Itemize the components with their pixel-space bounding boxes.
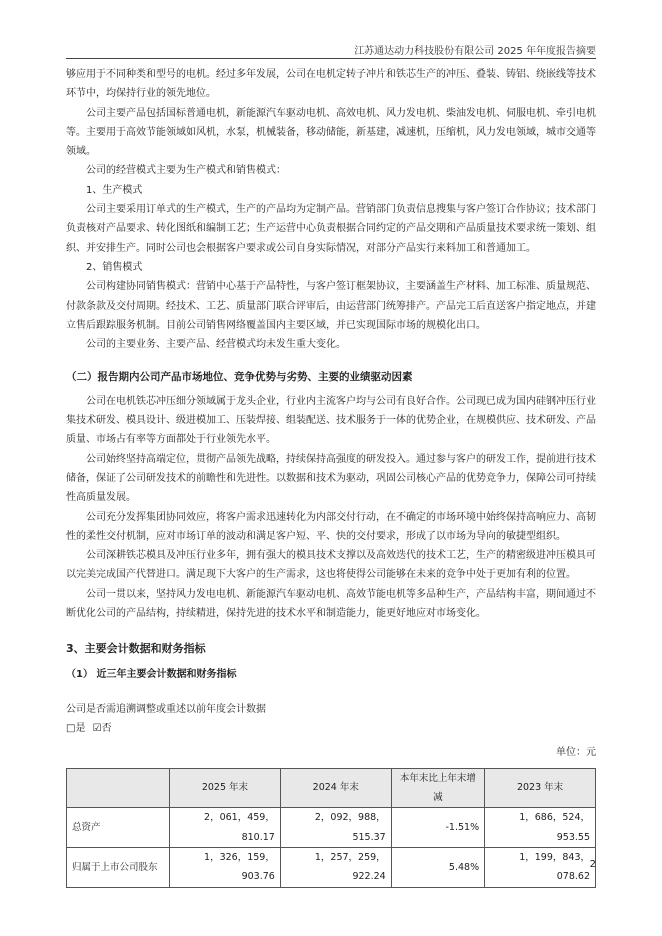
table-cell: 1，257，259，922.24 [280,847,391,887]
option-yes-checkbox: □是 [66,723,86,735]
section-2-paragraph-3: 公司充分发挥集团协同效应，将客户需求迅速转化为内部交付行动，在不确定的市场环境中始终保持高响应力、高韧性的柔性交付机制，应对市场订单的波动和满足客户短、平、快的交付要求，形成了以市场为导向的敏捷型组织。 [66,511,596,542]
table-cell: 2，092，988，515.37 [280,808,391,848]
production-mode-heading: 1、生产模式 [86,184,143,196]
page-number: 2 [589,859,596,870]
section-2-heading: （二）报告期内公司产品市场地位、竞争优势与劣势、主要的业绩驱动因素 [66,371,413,384]
table-cell: 5.48% [391,847,484,887]
table-header-cell: 2023 年末 [485,768,596,808]
sales-mode-heading: 2、销售模式 [86,261,143,273]
section-2-paragraph-1: 公司在电机铁芯冲压细分领域属于龙头企业，行业内主流客户均与公司有良好合作。公司现已成为国内硅钢冲压行业集技术研发、模具设计、级进模加工、压装焊接、组装配送、技术服务于一体的优势企业，在规模供应、技术研发、产品质量、市场占有率等方面都处于行业领先水平。 [66,395,596,446]
page-header: 江苏通达动力科技股份有限公司 2025 年年度报告摘要 [354,46,596,57]
table-header-row [67,768,596,808]
restatement-question: 公司是否需追溯调整或重述以前年度会计数据 [66,703,266,715]
production-mode-paragraph: 公司主要采用订单式的生产模式，生产的产品均为定制产品。营销部门负责信息搜集与客户签订合作协议；技术部门负责核对产品要求、转化图纸和编制工艺；生产运营中心负责根据合同约定的产品交期和产品质量技术要求统一策划、组织、并安排生产。同时公司也会根据客户要求或公司自身实际情况，对部分产品实行来料加工和普通加工。 [66,204,596,254]
option-no-checkbox: ☑否 [92,723,112,735]
financial-data-table [66,768,596,888]
table-cell: 1，199，843，078.62 [485,847,596,887]
table-row [67,847,596,887]
intro-paragraph-1: 够应用于不同种类和型号的电机。经过多年发展，公司在电机定转子冲片和铁芯生产的冲压、叠装、铸铝、绕嵌线等技术环节中，均保持行业的领先地位。 [66,69,596,100]
intro-paragraph-3: 公司的经营模式主要为生产模式和销售模式： [86,165,286,177]
table-header-cell: 2024 年末 [280,768,391,808]
section-2-paragraph-5: 公司一贯以来，坚持风力发电电机、新能源汽车驱动电机、高效节能电机等多品种生产，产品结构丰富，期间通过不断优化公司的产品结构，持续精进，保持先进的技术水平和制造能力，能更好地应对市场变化。 [66,588,596,620]
section-3-subheading: （1） 近三年主要会计数据和财务指标 [66,668,237,680]
section-3-heading: 3、主要会计数据和财务指标 [66,642,206,656]
intro-paragraph-2: 公司主要产品包括国标普通电机，新能源汽车驱动电机、高效电机、风力发电机、柴油发电机、伺服电机、牵引电机等。主要用于高效节能领域如风机，水泵，机械装备，移动储能，新基建，减速机，压缩机，风力发电领域，城市交通等领域。 [66,107,596,158]
sales-mode-paragraph: 公司构建协同销售模式：营销中心基于产品特性，与客户签订框架协议，主要涵盖生产材料、加工标准、质量规范、付款条款及交付周期。经技术、工艺、质量部门联合评审后，由运营部门统筹排产。产品完工后直送客户指定地点，并建立售后跟踪服务机制。目前公司销售网络覆盖国内主要区域，并已实现国际市场的规模化出口。 [66,281,596,331]
table-cell: 1，686，524，953.55 [485,808,596,848]
header-divider [66,58,596,59]
table-header-cell: 2025 年末 [170,768,281,808]
table-cell: 1，326，159，903.76 [170,847,281,887]
section-2-paragraph-4: 公司深耕铁芯模具及冲压行业多年，拥有强大的模具技术支撑以及高效迭代的技术工艺，生产的精密级进冲压模具可以完美完成国产代替进口。满足现下大客户的生产需求，这也将使得公司能够在未来的竞争中处于更加有利的位置。 [66,550,596,581]
intro-paragraph-8: 公司的主要业务、主要产品、经营模式均未发生重大变化。 [86,339,346,351]
table-cell: 2，061，459，810.17 [170,808,281,848]
section-2-paragraph-2: 公司始终坚持高端定位，贯彻产品领先战略，持续保持高强度的研发投入。通过参与客户的研发工作，提前进行技术储备，保证了公司研发技术的前瞻性和先进性。以数据和技术为驱动，巩固公司核心产品的优势竞争力，保障公司可持续性高质量发展。 [66,453,596,504]
table-cell: -1.51% [391,808,484,848]
table-header-cell: 本年末比上年末增减 [391,768,484,808]
table-cell-label: 归属于上市公司股东 [67,847,170,887]
page-body [66,65,596,888]
unit-label: 单位：元 [556,746,596,758]
restatement-options [66,719,596,738]
table-row [67,808,596,848]
table-cell-label: 总资产 [67,808,170,848]
table-header-cell [67,768,170,808]
